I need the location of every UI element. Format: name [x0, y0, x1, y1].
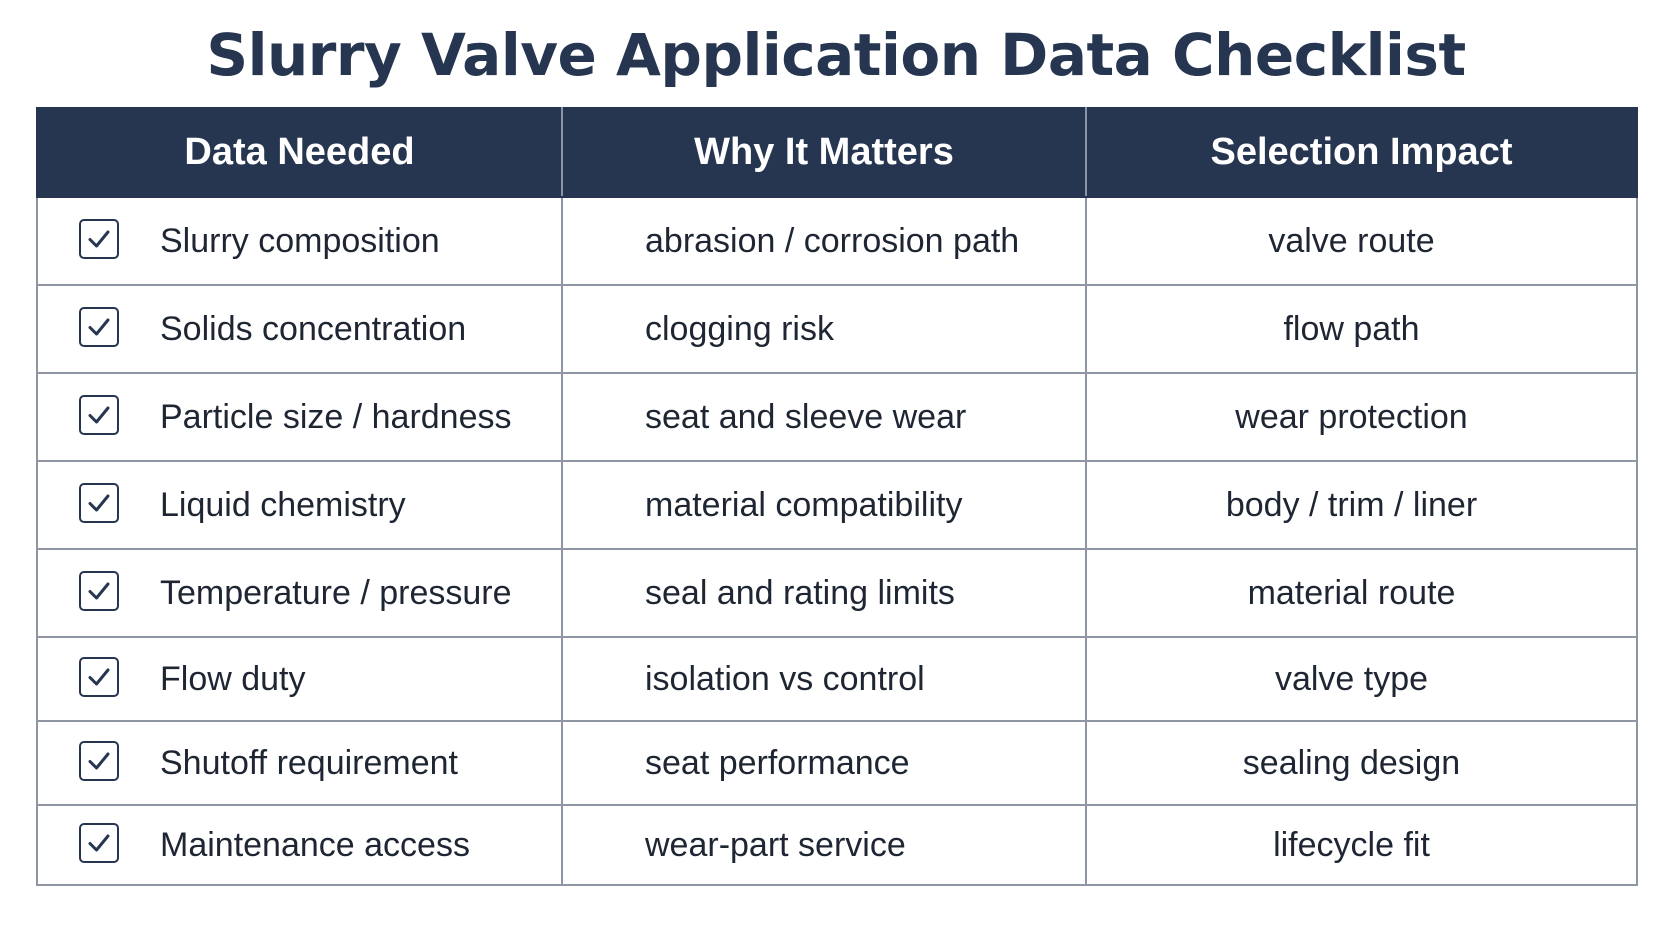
table-row — [37, 285, 1637, 373]
table-row — [37, 197, 1637, 285]
header-row — [37, 108, 1637, 197]
selection-impact-cell: valve route — [1086, 197, 1637, 285]
checkbox-checked-icon[interactable] — [79, 395, 119, 435]
selection-impact-cell: valve type — [1086, 637, 1637, 721]
data-needed-text: Liquid chemistry — [160, 485, 406, 524]
selection-impact-cell: flow path — [1086, 285, 1637, 373]
table-body — [37, 197, 1637, 885]
checkbox-checked-icon[interactable] — [79, 307, 119, 347]
data-needed-text: Flow duty — [160, 659, 306, 698]
checkbox-checked-icon[interactable] — [79, 823, 119, 863]
table-row — [37, 805, 1637, 885]
checkbox-checked-icon[interactable] — [79, 483, 119, 523]
data-needed-text: Temperature / pressure — [160, 573, 512, 612]
data-needed-cell — [37, 461, 562, 549]
data-needed-text: Solids concentration — [160, 309, 467, 348]
selection-impact-cell: lifecycle fit — [1086, 805, 1637, 885]
checklist-table — [36, 107, 1638, 886]
table-row — [37, 637, 1637, 721]
data-needed-text: Shutoff requirement — [160, 743, 458, 782]
selection-impact-cell: body / trim / liner — [1086, 461, 1637, 549]
checkbox-checked-icon[interactable] — [79, 219, 119, 259]
checkbox-checked-icon[interactable] — [79, 571, 119, 611]
column-header-data-needed: Data Needed — [37, 108, 562, 197]
table-row — [37, 721, 1637, 805]
selection-impact-cell: sealing design — [1086, 721, 1637, 805]
column-header-why-it-matters: Why It Matters — [562, 108, 1086, 197]
data-needed-text: Slurry composition — [160, 221, 440, 260]
why-it-matters-cell: seat and sleeve wear — [562, 373, 1086, 461]
data-needed-cell — [37, 805, 562, 885]
data-needed-cell — [37, 721, 562, 805]
why-it-matters-cell: seat performance — [562, 721, 1086, 805]
data-needed-text: Maintenance access — [160, 825, 470, 864]
table-header — [37, 108, 1637, 197]
selection-impact-cell: material route — [1086, 549, 1637, 637]
page-title: Slurry Valve Application Data Checklist — [206, 21, 1466, 89]
selection-impact-cell: wear protection — [1086, 373, 1637, 461]
why-it-matters-cell: seal and rating limits — [562, 549, 1086, 637]
why-it-matters-cell: abrasion / corrosion path — [562, 197, 1086, 285]
data-needed-text: Particle size / hardness — [160, 397, 512, 436]
why-it-matters-cell: wear-part service — [562, 805, 1086, 885]
data-needed-cell — [37, 373, 562, 461]
why-it-matters-cell: material compatibility — [562, 461, 1086, 549]
why-it-matters-cell: clogging risk — [562, 285, 1086, 373]
checkbox-checked-icon[interactable] — [79, 741, 119, 781]
checkbox-checked-icon[interactable] — [79, 657, 119, 697]
column-header-selection-impact: Selection Impact — [1086, 108, 1637, 197]
data-needed-cell — [37, 285, 562, 373]
table-row — [37, 549, 1637, 637]
data-needed-cell — [37, 549, 562, 637]
data-needed-cell — [37, 197, 562, 285]
why-it-matters-cell: isolation vs control — [562, 637, 1086, 721]
table-row — [37, 461, 1637, 549]
table-row — [37, 373, 1637, 461]
data-needed-cell — [37, 637, 562, 721]
